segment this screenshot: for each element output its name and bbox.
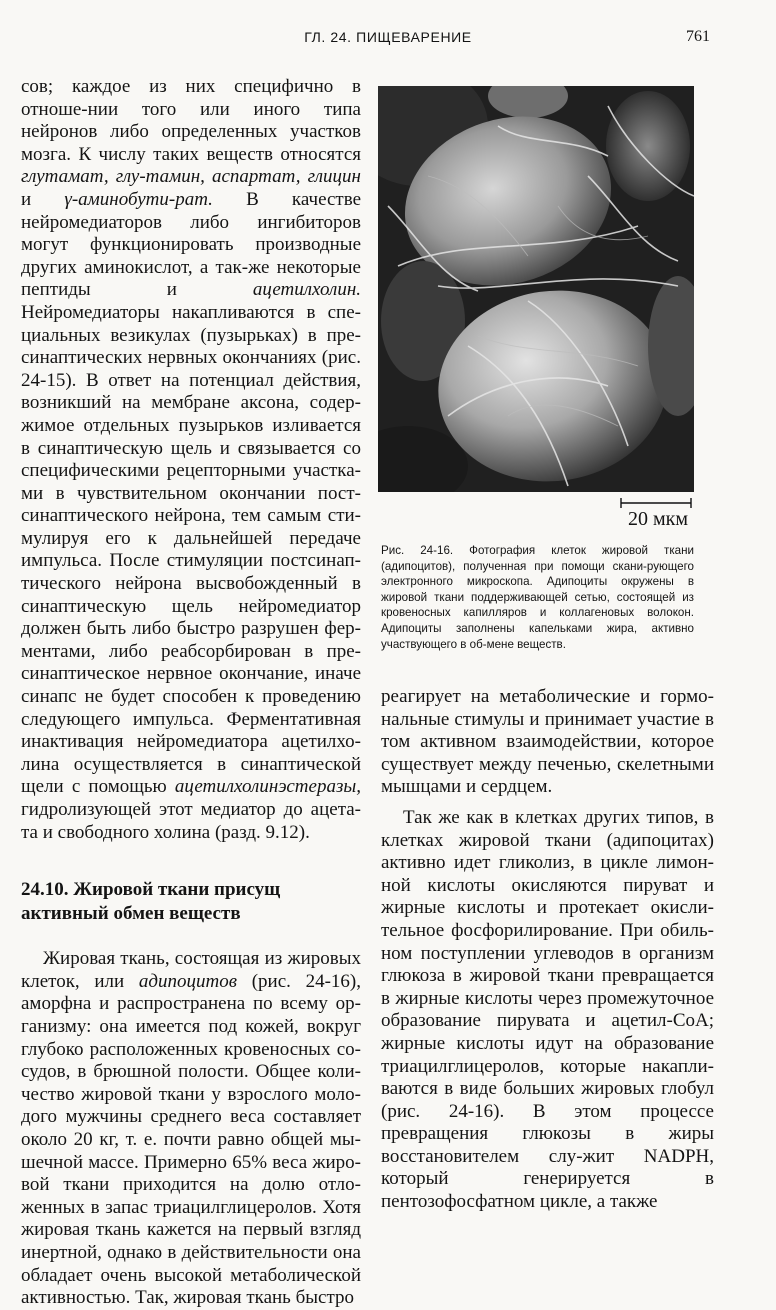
left-column: [21, 76, 361, 1310]
scale-bar-label: 20 мкм: [627, 508, 689, 530]
paragraph-adipose: [21, 948, 361, 1310]
paragraph-neurotransmitters: [21, 76, 361, 844]
text-run: Жировая ткань, состоящая из жировых клеток, или: [21, 948, 361, 992]
italic-term: ацетилхолин.: [252, 279, 361, 301]
italic-term: ацетилхолинэстеразы,: [174, 776, 361, 798]
section-heading: 24.10. Жировой ткани присущ активный обмен веществ: [21, 879, 281, 925]
text-run: В качестве нейромедиаторов либо ингибиторов могут функционировать производные других аминокислот, а так-же некоторые пептиды и: [21, 188, 362, 301]
adipocyte-micrograph: [378, 86, 694, 492]
sem-photograph: [378, 86, 694, 492]
running-title: ГЛ. 24. ПИЩЕВАРЕНИЕ: [304, 29, 472, 45]
paragraph-continuation: реагирует на метаболические и гормо-нальные стимулы и принимает участие в том активном взаимодействии, которое существует между печенью, скелетными мышцами и сердцем.: [381, 686, 714, 798]
text-run: гидролизующей этот медиатор до ацета-та и свободного холина (разд. 9.12).: [21, 799, 361, 843]
italic-term: γ-аминобути-рат.: [64, 188, 213, 210]
italic-term: адипоцитов: [138, 970, 237, 992]
text-run: и: [21, 188, 65, 210]
page-number: 761: [686, 28, 710, 45]
italic-term: глутамат, глу-тамин, аспартат, глицин: [21, 166, 361, 188]
figure-caption: Рис. 24-16. Фотография клеток жировой ткани (адипоцитов), полученная при помощи скани-рующего электронного микроскопа. Адипоциты окружены в жировой ткани поддерживающей сетью, состоящей из кровеносных капилляров и коллагеновых волокон. Адипоциты заполнены капельками жира, активно участвующего в об-мене веществ.: [381, 544, 694, 651]
right-column: [381, 686, 714, 1214]
text-run: (рис. 24-16), аморфна и распространена по всему ор-ганизму: она имеется под кожей, вокруг глубоко расположенных кровеносных со-судов, в брюшной полости. Общее коли-чество жировой ткани у взрослого моло-дого мужчины среднего веса составляет около 20 кг, т. е. почти равно общей мы-шечной массе. Примерно 65% веса жиро-вой ткани приходится на долю отло-женных в запас триацилглицеролов. Хотя жировая ткань кажется на первый взгляд инертной, однако в действительности она обладает очень высокой метаболической активностью. Так, жировая ткань быстро: [21, 970, 361, 1309]
text-run: Нейромедиаторы накапливаются в спе-циальных везикулах (пузырьках) в пре-синаптических нервных окончаниях (рис. 24-15). В ответ на потенциал действия, возникший на мембране аксона, содер-жимое отдельных пузырьков изливается в синаптическую щель и связывается со специфическими рецепторными участка-ми в чувствительном окончании пост-синаптического нейрона, тем самым сти-мулируя его к дальнейшей передаче импульса. После стимуляции постсинап-тического нейрона высвобожденный в синаптическую щель нейромедиатор должен быть либо быстро разрушен фер-ментами, либо реабсорбирован в пре-синаптическое нервное окончание, иначе синапс не будет способен к проведению следующего импульса. Ферментативная инактивация нейромедиатора ацетилхо-лина осуществляется в синаптической щели с помощью: [21, 301, 361, 798]
text-run: сов; каждое из них специфично в отноше-нии того или иного типа нейронов либо определенных участков мозга. К числу таких веществ относятся: [21, 76, 361, 165]
paragraph-glycolysis: Так же как в клетках других типов, в клетках жировой ткани (адипоцитах) активно идет гликолиз, в цикле лимон-ной кислоты окисляются пируват и жирные кислоты и протекает окисли-тельное фосфорилирование. При обиль-ном поступлении углеводов в организм глюкоза в жировой ткани превращается в жирные кислоты через промежуточное образование пирувата и ацетил-СоА; жирные кислоты идут на образование триацилглицеролов, которые накапли-ваются в виде больших жировых глобул (рис. 24-16). В этом процессе превращения глюкозы в жиры восстановителем слу-жит NADPH, который генерируется в пентозофосфатном цикле, а также: [381, 806, 714, 1213]
